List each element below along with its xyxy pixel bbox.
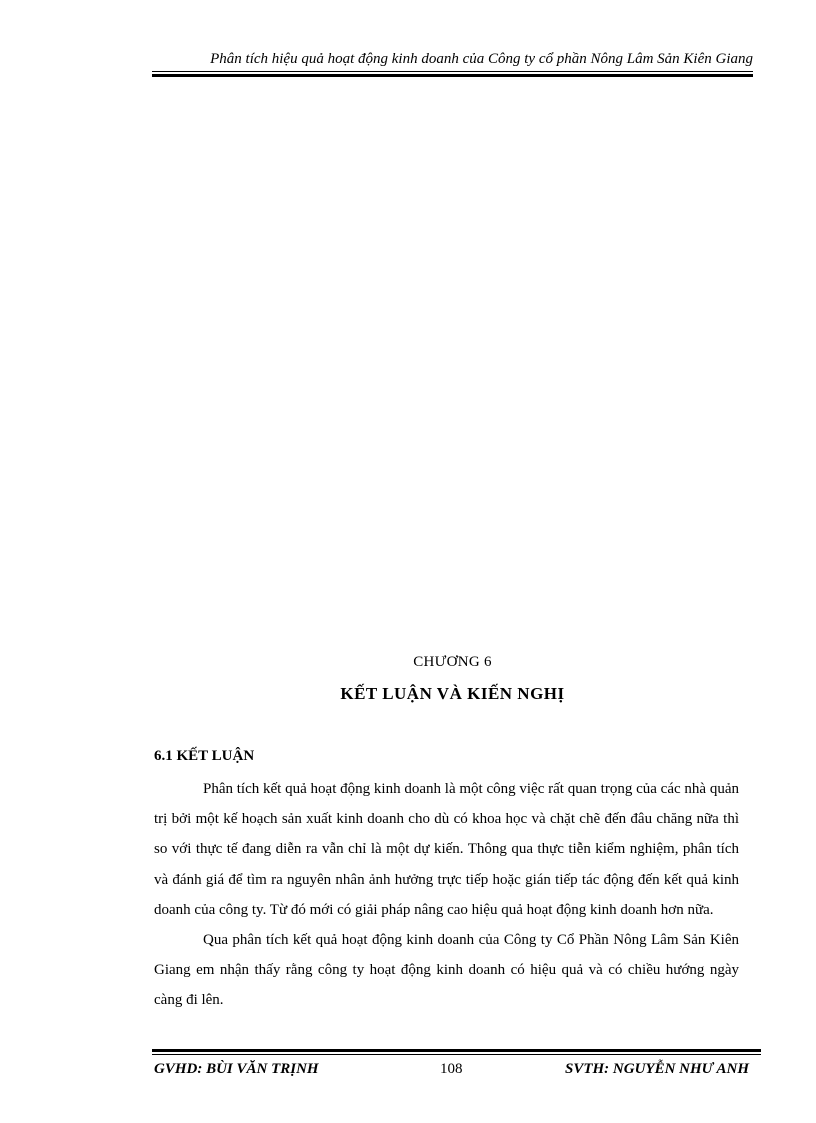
page-footer (152, 1049, 761, 1085)
chapter-number: CHƯƠNG 6 (413, 654, 492, 670)
running-header-title: Phân tích hiệu quả hoạt động kinh doanh của Công ty cổ phần Nông Lâm Sản Kiên Giang (210, 51, 753, 67)
section-heading: 6.1 KẾT LUẬN (154, 748, 255, 764)
chapter-title: KẾT LUẬN VÀ KIẾN NGHỊ (340, 684, 565, 703)
paragraph: Qua phân tích kết quả hoạt động kinh doanh của Công ty Cổ Phần Nông Lâm Sản Kiên Giang em nhận thấy rằng công ty hoạt động kinh doanh có hiệu quả và có chiều hướng ngày càng đi lên. (154, 932, 739, 1009)
footer-rule-thick (152, 1049, 761, 1052)
footer-row (152, 1061, 761, 1085)
page-number: 108 (440, 1061, 463, 1077)
header-rule-thick (152, 74, 753, 77)
footer-advisor: GVHD: BÙI VĂN TRỊNH (154, 1061, 319, 1077)
page-header (152, 49, 753, 77)
footer-rule (152, 1049, 761, 1055)
header-rule (152, 71, 753, 77)
footer-student: SVTH: NGUYỄN NHƯ ANH (565, 1061, 749, 1077)
paragraph: Phân tích kết quả hoạt động kinh doanh là một công việc rất quan trọng của các nhà quản trị bởi một kế hoạch sản xuất kinh doanh cho dù có khoa học và chặt chẽ đến đâu chăng nữa thì so với thực tế đang diễn ra vẫn chỉ là một dự kiến. Thông qua thực tiễn kiểm nghiệm, phân tích và đánh giá để tìm ra nguyên nhân ảnh hưởng trực tiếp hoặc gián tiếp tác động đến kết quả kinh doanh của công ty. Từ đó mới có giải pháp nâng cao hiệu quả hoạt động kinh doanh hơn nữa. (154, 781, 739, 918)
body-text (154, 774, 739, 1016)
header-rule-thin (152, 71, 753, 72)
footer-rule-thin (152, 1054, 761, 1055)
